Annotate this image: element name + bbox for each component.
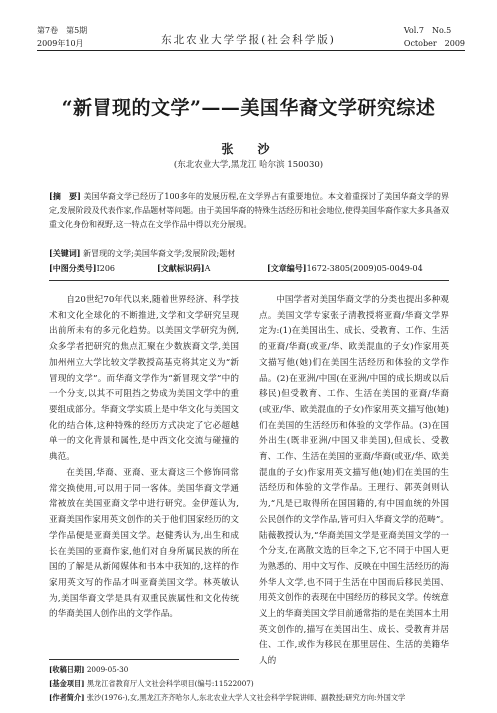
abstract-label: [摘 要] xyxy=(49,191,81,201)
article-no xyxy=(267,263,423,274)
abstract-rule xyxy=(49,280,449,281)
fund-value: 黑龙江省教育厅人文社会科学项目(编号:11522007) xyxy=(86,679,254,688)
paragraph: 中国学者对美国华裔文学的分类也提出多种观点。美国文学专家张子清教授将亚裔/华裔文学界定为:(1)在美国出生、成长、受教育、工作、生活的亚裔/华裔(或亚/华、欧美混血的子女)作家用英文描写他(她)们在美国生活经历和体验的文学作品。(2)在亚洲/中国(在亚洲/中国的成长期或以后移民)但受教育、工作、生活在美国的亚裔/华裔(或亚/华、欧美混血的子女)作家用英文描写他(她)们在美国的生活经历和体验的文学作品。(3)在国外出生(既非亚洲/中国又非美国),但成长、受教育、工作、生活在美国的亚裔/华裔(或亚/华、欧美混血的子女)作家用英文描写他(她)们在美国的生活经历和体验的文学作品。王理行、郭英剑则认为,“凡是已取得所在国国籍的,有中国血统的外国公民创作的文学作品,皆可归入华裔文学的范畴”。陆薇教授认为,“华裔美国文学是亚裔美国文学的一个分支,在离散文选的巨伞之下,它不同于中国人更为熟悉的、用中文写作、反映在中国生活经历的海外华人文学,也不同于生活在中国而后移民美国、用英文创作的表现在中国经历的移民文学。传统意义上的华裔美国文学目前通常指的是在美国本土用英文创作的,描写在美国出生、成长、受教育并居住、工作,或作为移民在那里居住、生活的美籍华人的 xyxy=(259,295,449,667)
paragraph: 在美国,华裔、亚裔、亚太裔这三个修饰同常常交换使用,可以用于同一客体。美国华裔文学通常被放在美国亚裔文学中进行研究。金伊莲认为,亚裔美国作家用英文创作的关于他们国家经历的文学作品便是亚裔美国文学。赵健秀认为,出生和成长在美国的亚裔作家,他们对自身所属民族的所在国的了解是从新闻媒体和书本中获知的,这样的作家用英文写的作品才叫亚裔美国文学。林英敏认为,美国华裔文学是具有双重民族属性和文化传统的华裔美国人创作出的文学作品。 xyxy=(49,468,239,620)
footnote-bio xyxy=(49,691,405,705)
clc-label: [中图分类号] xyxy=(49,263,97,273)
body-left-paragraph-2 xyxy=(49,466,239,623)
article-title: “新冒现的文学”——美国华裔文学研究综述 xyxy=(61,97,436,119)
vol-issue-en: Vol.7 No.5 xyxy=(403,26,452,35)
date-cn: 2009年10月 xyxy=(37,39,84,48)
clc xyxy=(49,263,115,274)
footnote-fund xyxy=(49,677,405,691)
vol-issue-cn: 第7卷 第5期 xyxy=(37,26,88,35)
article-no-value: 1672-3805(2009)05-0049-04 xyxy=(306,264,423,273)
paragraph: 自20世纪70年代以来,随着世界经济、科学技术和文化全球化的不断推进,文学和文学研究呈现出前所未有的多元化趋势。以美国文学研究为例,众多学者把研究的焦点汇聚在少数族裔文学,美国加州州立大学比较文学教授高基克将其定义为“新冒现的文学”。而华裔文学作为“新冒现文学”中的一个分支,以其不可阻挡之势成为美国文学中的重要组成部分。华裔文学实质上是中华文化与美国文化的结合体,这种特殊的经历方式决定了它必超越单一的文化背景和属性,是中西文化交流与碰撞的典范。 xyxy=(49,295,239,463)
received-value: 2009-05-30 xyxy=(86,665,129,674)
journal-name: 东北农业大学学报(社会科学版) xyxy=(161,34,336,46)
doc-code-value: A xyxy=(204,264,211,273)
header-rule xyxy=(37,50,465,51)
keywords-text: 新冒现的文学;美国华裔文学;发展阶段;题材 xyxy=(83,249,236,258)
footnote-rule xyxy=(49,659,239,660)
bio-value: 张沙(1976-),女,黑龙江齐齐哈尔人,东北农业大学人文社会科学学院讲师、副教授;研究方向:外国文学 xyxy=(86,693,406,702)
keywords-label: [关键词] xyxy=(49,248,81,258)
header-right xyxy=(404,24,465,50)
footnotes xyxy=(49,663,405,705)
running-header xyxy=(0,0,497,52)
abstract-text: 美国华裔文学已经历了100多年的发展历程,在文学界占有重要地位。本文着重探讨了美国华裔文学的界定,发展阶段及代表作家,作品题材等问题。由于美国华裔的特殊生活经历和社会地位,使得美国华裔作家大多具备双重文化身份和视野,这一特点在文学作品中得以充分展现。 xyxy=(49,192,450,229)
clc-value: I206 xyxy=(96,264,116,273)
fund-label: [基金项目] xyxy=(49,679,85,688)
author-affiliation: (东北农业大学,黑龙江 哈尔滨 150030) xyxy=(173,160,324,170)
article-no-label: [文章编号] xyxy=(267,263,307,273)
author-name: 张 沙 xyxy=(221,142,276,156)
doc-code xyxy=(157,263,210,274)
body-right-column xyxy=(259,293,449,670)
received-label: [收稿日期] xyxy=(49,665,85,674)
keywords xyxy=(49,248,235,259)
date-en: October 2009 xyxy=(403,39,465,48)
abstract xyxy=(49,189,449,232)
body-left-paragraph-1 xyxy=(49,293,239,466)
bio-label: [作者简介] xyxy=(49,693,85,702)
footnote-received xyxy=(49,663,405,677)
doc-code-label: [文献标识码] xyxy=(157,263,205,273)
